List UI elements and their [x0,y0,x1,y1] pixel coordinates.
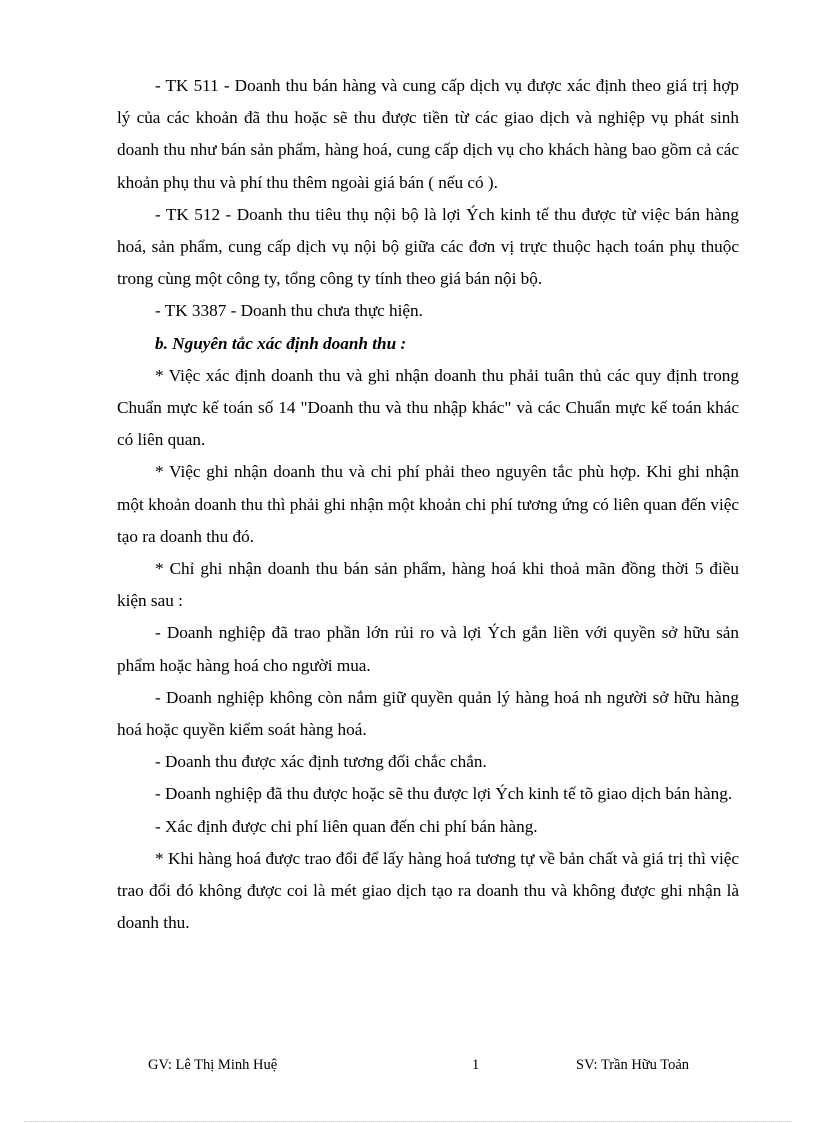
paragraph-exchange: * Khi hàng hoá được trao đổi để lấy hàng hoá tương tự về bản chất và giá trị thì việc trao đổi đó không được coi là mét giao dịch tạo ra doanh thu và không được ghi nhận là doanh thu. [117,848,739,933]
paragraph-tk512: - TK 512 - Doanh thu tiêu thụ nội bộ là lợi Ých kinh tế thu được từ việc bán hàng hoá, sản phẩm, cung cấp dịch vụ nội bộ giữa các đơn vị trực thuộc hạch toán phụ thuộc trong cùng một công ty, tổng công ty tính theo giá bán nội bộ. [117,204,739,289]
condition-costs: - Xác định được chi phí liên quan đến chi phí bán hàng. [155,816,538,836]
paragraph-five-conditions: * Chỉ ghi nhận doanh thu bán sản phẩm, hàng hoá khi thoả mãn đồng thời 5 điều kiện sau : [117,559,739,611]
condition-economic-benefit: - Doanh nghiệp đã thu được hoặc sẽ thu được lợi Ých kinh tế tõ giao dịch bán hàng. [155,784,733,804]
page-bottom-divider [24,1121,792,1122]
condition-no-control: - Doanh nghiệp không còn nắm giữ quyền quản lý hàng hoá nh người sở hữu hàng hoá hoặc quyền kiểm soát hàng hoá. [117,687,739,740]
page-footer [0,1057,816,1079]
condition-risk-transfer: - Doanh nghiệp đã trao phần lớn rủi ro và lợi Ých gắn liền với quyền sở hữu sản phẩm hoặc hàng hoá cho người mua. [117,623,739,675]
footer-student: SV: Trần Hữu Toản [576,1057,690,1073]
paragraph-standard-14: * Việc xác định doanh thu và ghi nhận doanh thu phải tuân thủ các quy định trong Chuẩn mực kế toán số 14 "Doanh thu và thu nhập khác" và các Chuẩn mực kế toán khác có liên quan. [117,365,739,450]
paragraph-matching-principle: * Việc ghi nhận doanh thu và chi phí phải theo nguyên tắc phù hợp. Khi ghi nhận một khoản doanh thu thì phải ghi nhận một khoản chi phí tương ứng có liên quan đến việc tạo ra doanh thu đó. [117,462,739,546]
paragraph-tk3387: - TK 3387 - Doanh thu chưa thực hiện. [155,301,423,321]
page-body [117,70,739,939]
paragraph-tk511: - TK 511 - Doanh thu bán hàng và cung cấp dịch vụ được xác định theo giá trị hợp lý của các khoản đã thu hoặc sẽ thu được tiền từ các giao dịch và nghiệp vụ phát sinh doanh thu như bán sản phẩm, hàng hoá, cung cấp dịch vụ cho khách hàng bao gồm cả các khoản phụ thu và phí thu thêm ngoài giá bán ( nếu có ). [117,76,739,192]
footer-lecturer: GV: Lê Thị Minh Huệ [148,1057,278,1073]
footer-page-number: 1 [472,1057,480,1073]
condition-measurable: - Doanh thu được xác định tương đối chắc chắn. [155,752,487,772]
section-heading: b. Nguyên tắc xác định doanh thu : [155,333,407,353]
